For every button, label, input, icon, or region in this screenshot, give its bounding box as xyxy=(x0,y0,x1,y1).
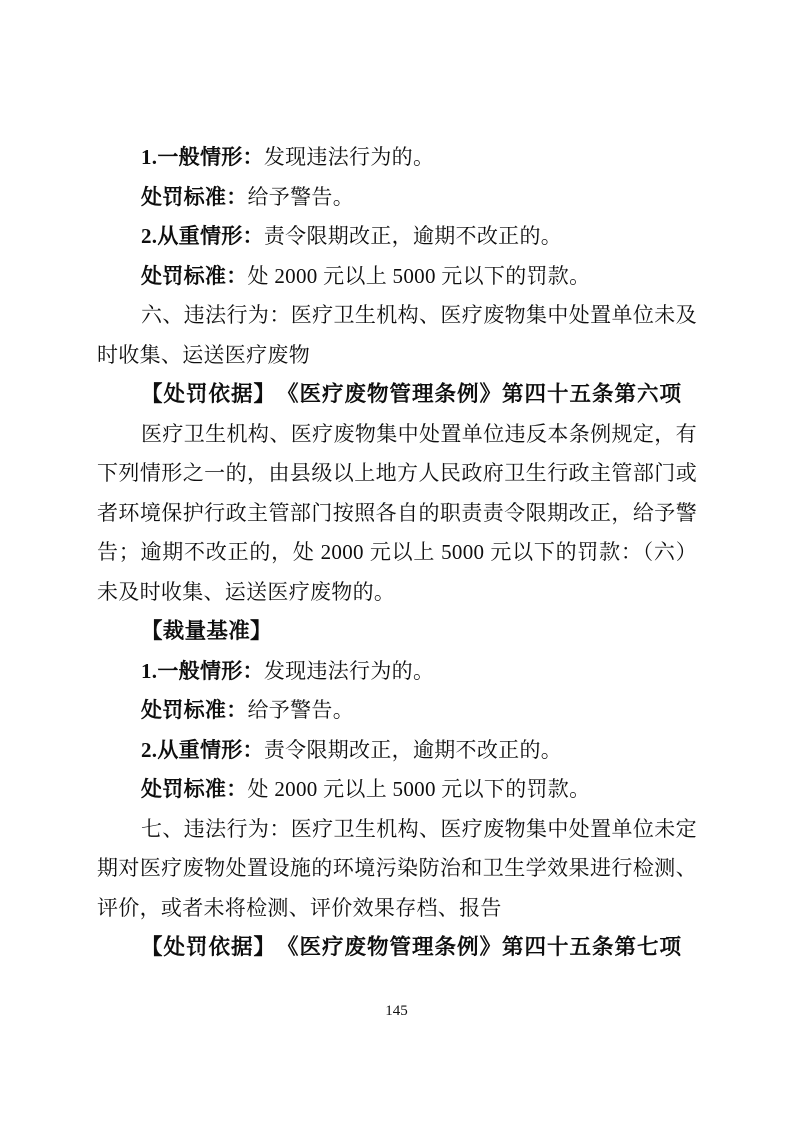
page-number: 145 xyxy=(385,1003,408,1019)
section-heading xyxy=(97,612,697,652)
section-heading xyxy=(97,375,697,415)
text-segment: 七、违法行为：医疗卫生机构、医疗废物集中处置单位未定期对医疗废物处置设施的环境污染防治和卫生学效果进行检测、评价，或者未将检测、评价效果存档、报告 xyxy=(97,816,697,920)
text-segment: 处罚标准： xyxy=(141,263,248,288)
paragraph xyxy=(97,652,697,692)
paragraph xyxy=(97,415,697,613)
text-segment: 处罚标准： xyxy=(141,698,248,722)
paragraph xyxy=(97,731,697,771)
text-segment: 【处罚依据】 《医疗废物管理条例》第四十五条第六项 xyxy=(141,382,683,406)
section-heading xyxy=(97,928,697,968)
text-segment: 发现违法行为的。 xyxy=(263,658,435,683)
paragraph xyxy=(97,257,697,297)
paragraph xyxy=(97,810,697,929)
text-segment: 【处罚依据】 《医疗废物管理条例》第四十五条第七项 xyxy=(141,935,683,959)
paragraph xyxy=(97,691,697,731)
paragraph xyxy=(97,296,697,375)
text-segment: 2.从重情形： xyxy=(141,224,264,248)
text-segment: 给予警告。 xyxy=(247,184,354,209)
paragraph xyxy=(97,138,697,178)
text-segment: 处罚标准： xyxy=(141,184,248,209)
text-segment: 给予警告。 xyxy=(247,698,354,722)
document-body xyxy=(97,138,697,968)
text-segment: 1.一般情形： xyxy=(141,658,264,683)
text-segment: 【裁量基准】 xyxy=(141,619,272,643)
paragraph xyxy=(97,770,697,810)
paragraph xyxy=(97,217,697,257)
text-segment: 责令限期改正，逾期不改正的。 xyxy=(263,224,563,248)
text-segment: 1.一般情形： xyxy=(141,145,264,169)
text-segment: 2.从重情形： xyxy=(141,737,264,762)
paragraph xyxy=(97,178,697,218)
text-segment: 处罚标准： xyxy=(141,777,248,801)
text-segment: 六、违法行为：医疗卫生机构、医疗废物集中处置单位未及时收集、运送医疗废物 xyxy=(97,303,697,367)
text-segment: 处 2000 元以上 5000 元以下的罚款。 xyxy=(247,777,591,801)
text-segment: 医疗卫生机构、医疗废物集中处置单位违反本条例规定，有下列情形之一的，由县级以上地方人民政府卫生行政主管部门或者环境保护行政主管部门按照各自的职责责令限期改正，给予警告；逾期不改正的，处 2000 元以上 5000 元以下的罚款：（六）未及时收集、运送医疗废物的。 xyxy=(97,421,697,604)
text-segment: 责令限期改正，逾期不改正的。 xyxy=(263,737,563,762)
text-segment: 处 2000 元以上 5000 元以下的罚款。 xyxy=(247,263,591,288)
text-segment: 发现违法行为的。 xyxy=(263,145,435,169)
